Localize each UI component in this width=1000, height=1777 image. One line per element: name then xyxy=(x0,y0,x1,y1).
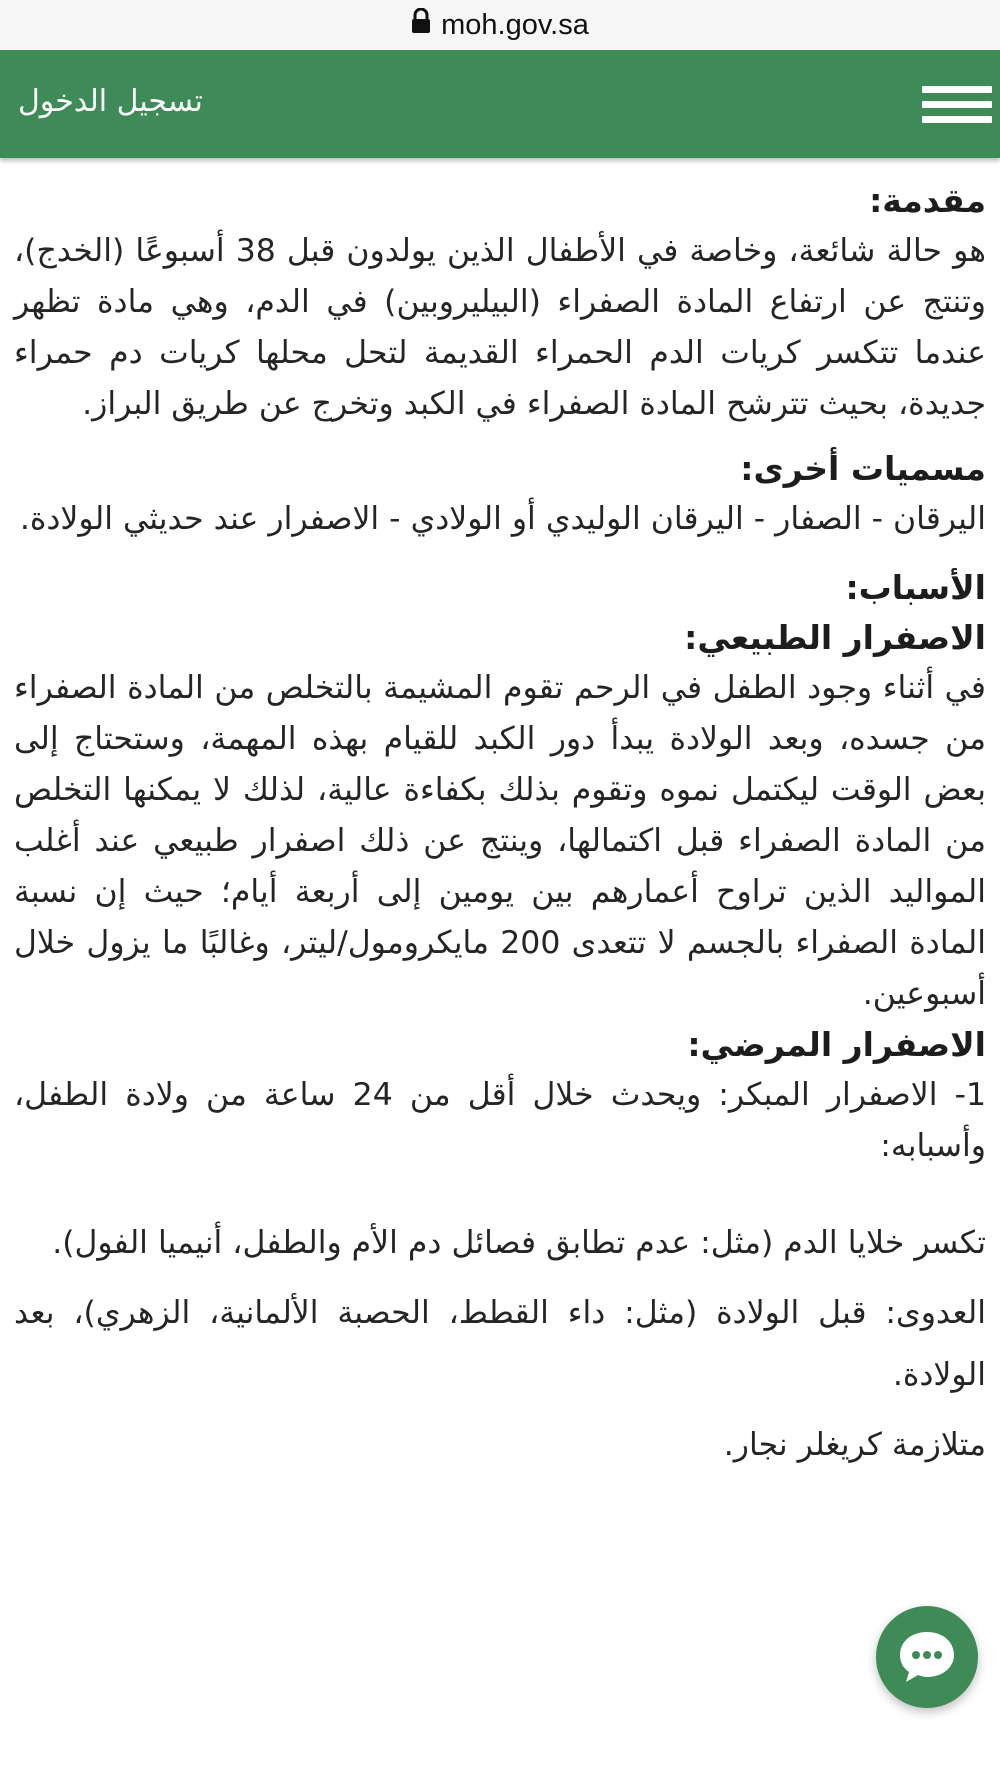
login-link[interactable]: تسجيل الدخول xyxy=(18,84,203,119)
intro-heading: مقدمة: xyxy=(869,181,986,220)
browser-url-bar[interactable] xyxy=(0,0,1000,50)
other-names-paragraph: اليرقان - الصفار - اليرقان الوليدي أو الولادي - الاصفرار عند حديثي الولادة. xyxy=(19,501,986,537)
article-content xyxy=(14,176,986,1476)
menu-icon[interactable] xyxy=(922,82,992,128)
list-item: العدوى: قبل الولادة (مثل: داء القطط، الحصبة الألمانية، الزهري)، بعد الولادة. xyxy=(14,1295,986,1393)
natural-jaundice-heading: الاصفرار الطبيعي: xyxy=(684,618,986,657)
list-item: تكسر خلايا الدم (مثل: عدم تطابق فصائل دم الأم والطفل، أنيميا الفول). xyxy=(52,1225,986,1261)
pathological-jaundice-heading: الاصفرار المرضي: xyxy=(687,1025,986,1064)
lock-icon xyxy=(411,8,431,42)
early-jaundice-paragraph: 1- الاصفرار المبكر: ويحدث خلال أقل من 24 ساعة من ولادة الطفل، وأسبابه: xyxy=(14,1077,987,1164)
intro-paragraph: هو حالة شائعة، وخاصة في الأطفال الذين يولدون قبل 38 أسبوعًا (الخدج)، وتنتج عن ارتفاع المادة الصفراء (البيليروبين) في الدم، وهي مادة تظهر عندما تتكسر كريات الدم الحمراء القديمة لتحل محلها كريات دم حمراء جديدة، بحيث تترشح المادة الصفراء في الكبد وتخرج عن طريق البراز. xyxy=(14,233,986,422)
site-header xyxy=(0,50,1000,158)
list-item: متلازمة كريغلر نجار. xyxy=(723,1427,986,1463)
chat-bubble-icon xyxy=(897,1629,957,1685)
chat-button[interactable] xyxy=(876,1606,978,1708)
other-names-heading: مسميات أخرى: xyxy=(740,449,986,488)
url-text: moh.gov.sa xyxy=(441,8,589,41)
natural-jaundice-paragraph: في أثناء وجود الطفل في الرحم تقوم المشيمة بالتخلص من المادة الصفراء من جسده، وبعد الولادة يبدأ دور الكبد للقيام بهذه المهمة، وستحتاج إلى بعض الوقت ليكتمل نموه وتقوم بذلك بكفاءة عالية، لذلك لا يمكنها التخلص من المادة الصفراء قبل اكتمالها، وينتج عن ذلك اصفرار طبيعي عند أغلب المواليد الذين تراوح أعمارهم بين يومين إلى أربعة أيام؛ حيث إن نسبة المادة الصفراء بالجسم لا تتعدى 200 مايكرومول/ليتر، وغالبًا ما يزول خلال أسبوعين. xyxy=(14,670,986,1012)
causes-heading: الأسباب: xyxy=(845,568,986,607)
